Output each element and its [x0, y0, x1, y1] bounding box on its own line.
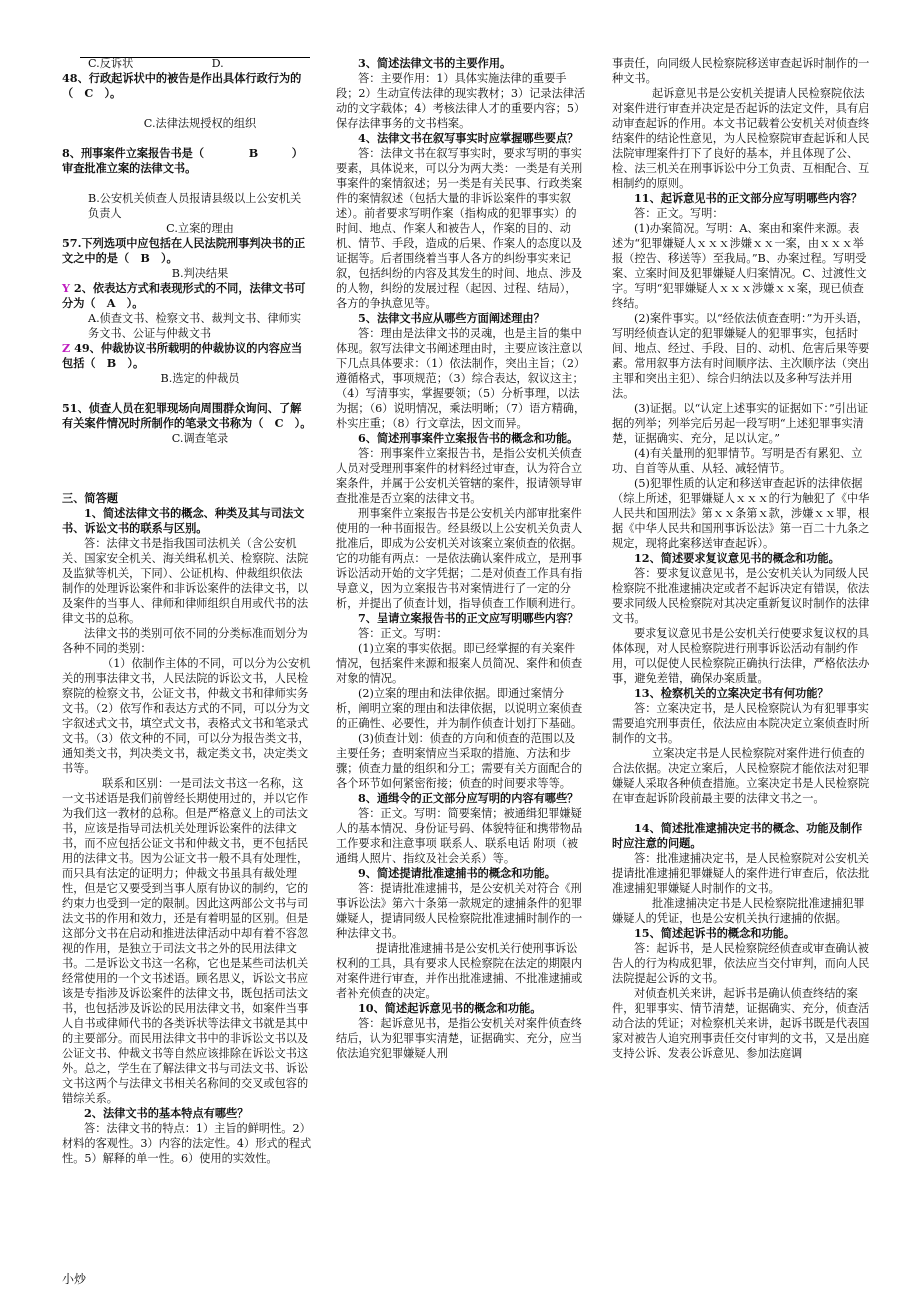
short-answer-4-question: 4、法律文书在叙写事实时应掌握哪些要点？	[358, 131, 579, 145]
page-footer: 小炒	[62, 1272, 87, 1286]
short-answer-12-question: 12、简述要求复议意见书的概念和功能。	[634, 551, 840, 565]
short-answer-10-answer: 答：起诉意见书，是指公安机关对案件侦查终结后，认为犯罪事实清楚，证据确实、充分，应当依法追究犯罪嫌疑人刑	[336, 1017, 583, 1060]
short-answer-1-para: （1）依制作主体的不同，可以分为公安机关的刑事法律文书，人民法院的诉讼文书，人民检察院的检察文书，公证文书，仲裁文书和律师实务文书。（2）依写作和表达方式的不同，可以分为文字叙述式文书，填空式文书，表格式文书和笔录式文书。（3）依文种的不同，可以分为报告类文书，通知类文书，判决类文书，裁定类文书，决定类文书等。	[62, 657, 311, 775]
short-answer-10-question: 10、简述起诉意见书的概念和功能。	[358, 1001, 542, 1015]
answer-51: C.调查笔录	[171, 432, 229, 445]
short-answer-5-question: 5、法律文书应从哪些方面阐述理由？	[358, 311, 545, 325]
column-left	[62, 56, 312, 1166]
short-answer-1-para: 法律文书的类别可依不同的分类标准而划分为各种不同的类别：	[62, 627, 308, 655]
short-answer-2-question: 2、法律文书的基本特点有哪些？	[84, 1106, 249, 1120]
short-answer-11-para: (3)证据。以“认定上述事实的证据如下：”引出证据的列举；列举完后另起一段写明“上述犯罪事实清楚，证据确实、充分，足以认定。”	[612, 402, 869, 445]
answer-48: C.法律法规授权的组织	[143, 117, 257, 130]
short-answer-4-answer: 答：法律文书在叙写事实时，要求写明的事实要素，具体说来，可以分为两大类：一类是有关刑事案件的案情叙述；另一类是有关民事、行政类案件的案情叙述（包括大量的非诉讼案件的事实叙述）。前者要求写明作案（指构成的犯罪事实）的时间、地点、作案人和被告人，作案的目的、动机、情节、手段，造成的后果、作案人的态度以及证据等。后者围绕着当事人各方的纠纷事实来记叙，包括纠纷的内容及其发生的时间、地点、涉及的人物，纠纷的发展过程（起因、过程、结局），各方的争执意见等。	[336, 147, 583, 310]
short-answer-7-para: (2)立案的理由和法律依据。即通过案情分析，阐明立案的理由和法律依据，以说明立案侦查的正确性、必要性，并为制作侦查计划打下基础。	[336, 687, 583, 730]
short-answer-7-para: (3)侦查计划：侦查的方向和侦查的范围以及主要任务；查明案情应当采取的措施、方法和步骤；侦查力量的组织和分工；需要有关方面配合的各个环节如何紧密衔接；侦查的时间要求等等。	[336, 732, 583, 790]
question-49-text: 49、仲裁协议书所载明的仲裁协议的内容应当包括（ B ）。	[62, 341, 303, 370]
margin-mark-z: Z	[62, 341, 71, 355]
column-right	[612, 56, 870, 1061]
short-answer-1-question: 1、简述法律文书的概念、种类及其与司法文书、诉讼文书的联系与区别。	[62, 506, 305, 535]
question-49	[62, 341, 312, 371]
short-answer-7-para: 答：正文。写明：	[358, 627, 448, 640]
short-answer-15-para: 对侦查机关来讲，起诉书是确认侦查终结的案件，犯罪事实、情节清楚，证据确实、充分，侦查活动合法的凭证；对检察机关来讲，起诉书既是代表国家对被告人追究刑事责任交付审判的文书，又是出庭支持公诉、发表公诉意见、参加法庭调	[612, 987, 870, 1060]
short-answer-11-para: (4)有关量刑的犯罪情节。写明是否有累犯、立功、自首等从重、从轻、减轻情节。	[612, 447, 863, 475]
short-answer-6-para: 刑事案件立案报告书是公安机关内部审批案件使用的一种书面报告。经县级以上公安机关负责人批准后，即成为公安机关对该案立案侦查的依据。它的功能有两点：一是依法确认案件成立，是刑事诉讼活动开始的文字凭据；二是对侦查工作具有指导意义，因为立案报告书对案情进行了一定的分析，并提出了侦查计划，指导侦查工作顺利进行。	[336, 507, 583, 610]
short-answer-13-para: 答：立案决定书，是人民检察院认为有犯罪事实需要追究刑事责任，依法应由本院决定立案侦查时所制作的文书。	[612, 702, 870, 745]
short-answer-14-question: 14、简述批准逮捕决定书的概念、功能及制作时应注意的问题。	[612, 821, 863, 850]
question-2-text: 2、依表达方式和表现形式的不同，法律文书可分为（ A ）。	[62, 281, 306, 310]
continued-text: 事责任，向同级人民检察院移送审查起诉时制作的一种文书。	[612, 57, 870, 85]
short-answer-9-para: 提请批准逮捕书是公安机关行使刑事诉讼权利的工具，具有要求人民检察院在法定的期限内对案件进行审查，并作出批准逮捕、不批准逮捕或者补充侦查的决定。	[336, 942, 583, 1000]
short-answer-8-question: 8、通缉令的正文部分应写明的内容有哪些？	[358, 791, 579, 805]
short-answer-3-answer: 答：主要作用：1）具体实施法律的重要手段；2）生动宣传法律的现实教材；3）记录法律活动的文字载体；4）考核法律人才的重要内容；5）保存法律事务的文书档案。	[336, 72, 586, 130]
short-answer-1-para: 答：法律文书是指我国司法机关（含公安机关、国家安全机关、海关缉私机关、检察院、法院及监狱等机关，下同）、公证机构、仲裁组织依法制作的处理诉讼案件和非诉讼案件的法律文书，以及案件的当事人、律师和律师组织自用或代书的法律文书的总称。	[62, 537, 309, 625]
short-answer-13-para: 立案决定书是人民检察院对案件进行侦查的合法依据。决定立案后，人民检察院才能依法对犯罪嫌疑人采取各种侦查措施。立案决定书是人民检察院在审查起诉阶段前最主要的法律文书之一。	[612, 747, 870, 805]
question-8: 8、刑事案件立案报告书是（ B ）审查批准立案的法律文书。	[62, 146, 303, 175]
short-answer-11-para: (1)办案简况。写明：A、案由和案件来源。表述为“犯罪嫌疑人ｘｘｘ涉嫌ｘｘ一案，由ｘｘｘ举报（控告、移送等）至我局。”B、办案过程。写明受案、立案时间及犯罪嫌疑人归案情况。C、过渡性文字。写明“犯罪嫌疑人ｘｘｘ涉嫌ｘｘ案，现已侦查终结。	[612, 222, 867, 310]
short-answer-11-para: (5)犯罪性质的认定和移送审查起诉的法律依据（综上所述，犯罪嫌疑人ｘｘｘ的行为触犯了《中华人民共和国刑法》第ｘｘ条第ｘ款，涉嫌ｘｘ罪，根据《中华人民共和国刑事诉讼法》第一百二十九条之规定，现将此案移送审查起诉）。	[612, 477, 870, 550]
short-answer-5-answer: 答：理由是法律文书的灵魂，也是主旨的集中体现。叙写法律文书阐述理由时，主要应该注意以下几点具体要求：（1）依法制作，突出主旨；（2）遵循格式，事项规范；（3）综合表达，叙议这主；（4）写清事实，掌握要领；（5）分析事理，以法为据；（6）说明情况，乘法明晰；（7）语方精确，朴实庄重；（8）行文章法，因文而异。	[336, 327, 586, 430]
short-answer-11-question: 11、起诉意见书的正文部分应写明哪些内容？	[634, 191, 863, 205]
short-answer-12-para: 要求复议意见书是公安机关行使要求复议权的具体体现，对人民检察院进行刑事诉讼活动有制约作用，可以促使人民检察院正确执行法律，严格依法办事，避免差错，确保办案质量。	[612, 627, 870, 685]
answer-8c: C.立案的理由	[166, 222, 234, 235]
short-answer-2-answer: 答：法律文书的特点：1）主旨的鲜明性。2）材料的客观性。3）内容的法定性。4）形式的程式性。5）解释的单一性。6）使用的实效性。	[62, 1122, 312, 1165]
short-answer-3-question: 3、简述法律文书的主要作用。	[358, 56, 512, 70]
short-answer-6-para: 答：刑事案件立案报告书，是指公安机关侦查人员对受理刑事案件的材料经过审查，认为符合立案条件，并属于公安机关管辖的案件，报请领导审查批准是否立案的法律文书。	[336, 447, 583, 505]
margin-mark-y: Y	[62, 281, 70, 295]
question-57: 57.下列选项中应包括在人民法院刑事判决书的正文之中的是（ B ）。	[62, 236, 306, 265]
short-answer-9-para: 答：提请批准逮捕书，是公安机关对符合《刑事诉讼法》第六十条第一款规定的逮捕条件的犯罪嫌疑人，提请同级人民检察院批准逮捕时制作的一种法律文书。	[336, 882, 583, 940]
short-answer-15-para: 答：起诉书，是人民检察院经侦查或审查确认被告人的行为构成犯罪，依法应当交付审判，而向人民法院提起公诉的文书。	[612, 942, 870, 985]
answer-option-row: C.反诉状 D.	[88, 57, 224, 70]
question-48: 48、行政起诉状中的被告是作出具体行政行为的（ C ）。	[62, 71, 302, 100]
short-answer-11-para: (2)案件事实。以“经依法侦查查明：”为开头语，写明经侦查认定的犯罪嫌疑人的犯罪事实，包括时间、地点、经过、手段、目的、动机、危害后果等要素。常用叙事方法有时间顺序法、主次顺序法（突出主罪和突出主犯）、综合归纳法以及多种写法并用法。	[612, 312, 870, 400]
short-answer-7-question: 7、呈请立案报告书的正文应写明哪些内容？	[358, 611, 579, 625]
paragraph: 起诉意见书是公安机关提请人民检察院依法对案件进行审查并决定是否起诉的法定文件，具有启动审查起诉的作用。本文书记载着公安机关对侦查终结案件的结论性意见，为人民检察院审查起诉和人民法院审理案件打下了良好的基本，并且体现了公、检、法三机关在刑事诉讼中分工负责、互相配合、互相制约的原则。	[612, 87, 870, 190]
short-answer-11-para: 答：正文。写明：	[634, 207, 724, 220]
short-answer-15-question: 15、简述起诉书的概念和功能。	[634, 926, 796, 940]
short-answer-1-para: 联系和区别：一是司法文书这一名称，这一文书述语是我们前曾经长期使用过的，并以它作为我们这一教材的总称。但是严格意义上的司法文书，应该是指导司法机关处理诉讼案件的法律文书，而不应包括公证文书和仲裁文书，更不包括民用的法律文书。因为公证文书一般不具有处理性，而只具有法定的证明力；仲裁文书虽具有裁处理性，但是它又要受到当事人原有协议的制约，它的约束力也受到一定的限制。因此这两部公文书与司法文书的作用和效力，还是有着明显的区别。但是这部分文书在启动和推进法律活动中却有着不容忽视的作用，是独立于司法文书之外的民用法律文书。二是诉讼文书这一名称，它也是某些司法机关经常使用的一个文书述语。顾名思义，诉讼文书应该是专指涉及诉讼案件的法律文书，既包括司法文书，也包括涉及诉讼的民用法律文书，如案件当事人自书或律师代书的各类诉状等法律文书就是其中的主要部分。而民用法律文书中的非诉讼文书以及公证文书、仲裁文书等自然应该排除在诉讼文书这外。总之，学生在了解法律文书与司法文书、诉讼文书这两个与法律文书相关名称间的交叉或包容的错综关系。	[62, 777, 309, 1105]
answer-57: B.判决结果	[171, 267, 229, 280]
question-2	[62, 281, 312, 311]
column-middle	[336, 56, 586, 1061]
short-answer-14-para: 答：批准逮捕决定书，是人民检察院对公安机关提请批准逮捕犯罪嫌疑人的案件进行审查后，依法批准逮捕犯罪嫌疑人时制作的文书。	[612, 852, 870, 895]
short-answer-13-question: 13、检察机关的立案决定书有何功能？	[634, 686, 829, 700]
short-answer-7-para: (1)立案的事实依据。即已经掌握的有关案件情况，包括案件来源和报案人员简况、案件和侦查对象的情况。	[336, 642, 583, 685]
short-answer-6-question: 6、简述刑事案件立案报告书的概念和功能。	[358, 431, 579, 445]
answer-2: A.侦查文书、检察文书、裁判文书、律师实务文书、公证与仲裁文书	[88, 312, 302, 340]
question-51: 51、侦查人员在犯罪现场向周围群众询问、了解有关案件情况时所制作的笔录文书称为（ C ）。	[62, 401, 312, 430]
section-heading: 三、简答题	[62, 491, 118, 505]
short-answer-14-para: 批准逮捕决定书是人民检察院批准逮捕犯罪嫌疑人的凭证，也是公安机关执行逮捕的依据。	[612, 897, 865, 925]
answer-49: B.选定的仲裁员	[160, 372, 240, 385]
short-answer-8-answer: 答：正文。写明：简要案情；被通缉犯罪嫌疑人的基本情况、身份证号码、体貌特征和携带物品 工作要求和注意事项 联系人、联系电话 附项（被通缉人照片、指纹及社会关系）等。	[336, 807, 583, 865]
short-answer-9-question: 9、简述提请批准逮捕书的概念和功能。	[358, 866, 556, 880]
answer-8b: B.公安机关侦查人员报请县级以上公安机关负责人	[88, 192, 302, 220]
short-answer-12-para: 答：要求复议意见书，是公安机关认为同级人民检察院不批准逮捕决定或者不起诉决定有错误，依法要求同级人民检察院对其决定重新复议时制作的法律文书。	[612, 567, 870, 625]
